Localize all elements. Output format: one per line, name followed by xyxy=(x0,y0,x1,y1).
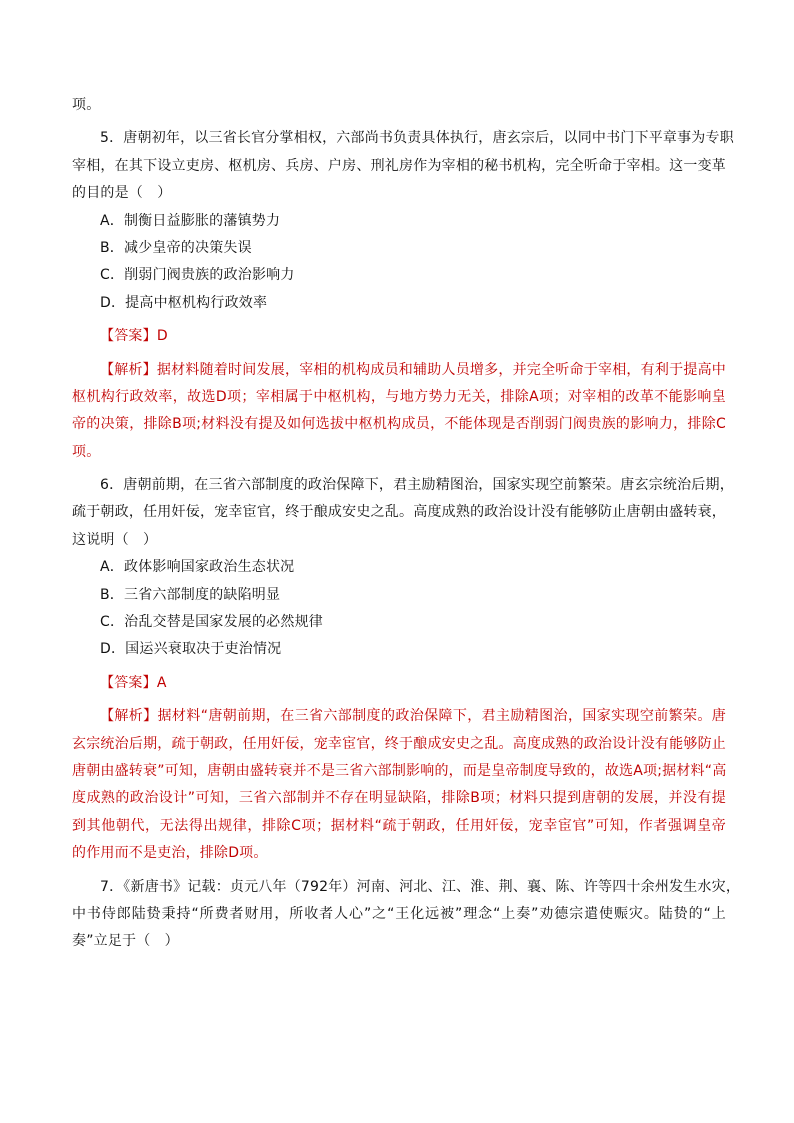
answer-value: A xyxy=(156,674,167,691)
analysis-label: 【解析】 xyxy=(100,708,158,725)
question-5-answer xyxy=(72,323,726,350)
question-6-analysis-line-6: 的作用而不是吏治，排除D项。 xyxy=(72,845,268,862)
answer-label: 【答案】 xyxy=(100,328,157,345)
question-6-analysis-line-5: 到其他朝代，无法得出规律，排除C项；据材料“疏于朝政，任用奸佞，宠幸宦官”可知，作者强调皇帝 xyxy=(72,817,726,834)
question-5-analysis-line-4: 项。 xyxy=(72,443,101,460)
question-6-analysis-line-1 xyxy=(72,703,726,730)
question-5-option-b: B．减少皇帝的决策失误 xyxy=(100,239,252,256)
answer-label: 【答案】 xyxy=(100,674,157,691)
question-5-analysis-line-3: 帝的决策，排除B项;材料没有提及如何选拔中枢机构成员，不能体现是否削弱门阀贵族的影响力，排除C xyxy=(72,416,726,433)
question-6-option-a: A．政体影响国家政治生态状况 xyxy=(100,559,295,576)
question-6-stem-line-2: 疏于朝政，任用奸佞，宠幸宦官，终于酿成安史之乱。高度成熟的政治设计没有能够防止唐朝由盛转衰， xyxy=(72,504,726,521)
question-5-stem-line-1: 5．唐朝初年，以三省长官分掌相权，六部尚书负责具体执行，唐玄宗后，以同中书门下平章事为专职 xyxy=(100,130,734,147)
question-6 xyxy=(72,472,734,867)
question-7 xyxy=(72,874,741,956)
question-7-stem-line-1: 7．《新唐书》记载：贞元八年（792年）河南、河北、江、淮、荆、襄、陈、许等四十余州发生水灾， xyxy=(100,878,741,895)
analysis-text: 据材料“唐朝前期，在三省六部制度的政治保障下，君主励精图治，国家实现空前繁荣。唐 xyxy=(157,708,726,725)
document-page xyxy=(72,92,741,956)
question-5-option-d: D．提高中枢机构行政效率 xyxy=(100,294,268,311)
question-6-stem-line-3: 这说明（ ） xyxy=(72,531,158,548)
question-6-option-b: B．三省六部制度的缺陷明显 xyxy=(100,586,281,603)
question-5-analysis-line-1 xyxy=(72,357,726,384)
question-5 xyxy=(72,125,734,466)
question-6-analysis-line-2: 玄宗统治后期，疏于朝政，任用奸佞，宠幸宦官，终于酿成安史之乱。高度成熟的政治设计没有能够防止 xyxy=(72,735,726,752)
question-6-option-c: C．治乱交替是国家发展的必然规律 xyxy=(100,614,323,631)
question-5-option-a: A．制衡日益膨胀的藩镇势力 xyxy=(100,212,281,229)
question-7-stem-line-2: 中书侍郎陆贽秉持“所费者财用，所收者人心”之“王化远被”理念“上奏”劝德宗遣使赈灾。陆贽的“上 xyxy=(72,905,726,922)
question-6-stem-line-1: 6．唐朝前期，在三省六部制度的政治保障下，君主励精图治，国家实现空前繁荣。唐玄宗统治后期， xyxy=(100,477,734,494)
top-fragment: 项。 xyxy=(72,97,101,113)
question-6-analysis-line-4: 度成熟的政治设计”可知，三省六部制并不存在明显缺陷，排除B项；材料只提到唐朝的发展，并没有提 xyxy=(72,790,726,807)
answer-value: D xyxy=(156,328,168,345)
question-6-answer xyxy=(72,670,726,697)
question-6-analysis-line-3: 唐朝由盛转衰”可知，唐朝由盛转衰并不是三省六部制影响的，而是皇帝制度导致的，故选A项;据材料“高 xyxy=(72,762,727,779)
question-5-stem-line-3: 的目的是（ ） xyxy=(72,185,172,202)
question-7-stem-line-3: 奏”立足于（ ） xyxy=(72,933,179,950)
question-5-option-c: C．削弱门阀贵族的政治影响力 xyxy=(100,267,295,284)
analysis-label: 【解析】 xyxy=(100,361,157,378)
analysis-text: 据材料随着时间发展，宰相的机构成员和辅助人员增多，并完全听命于宰相，有利于提高中 xyxy=(156,361,726,378)
question-5-stem-line-2: 宰相，在其下设立吏房、枢机房、兵房、户房、刑礼房作为宰相的秘书机构，完全听命于宰相。这一变革 xyxy=(72,157,726,174)
question-6-option-d: D．国运兴衰取决于吏治情况 xyxy=(100,641,282,658)
question-5-analysis-line-2: 枢机构行政效率，故选D项；宰相属于中枢机构，与地方势力无关，排除A项；对宰相的改革不能影响皇 xyxy=(72,388,726,405)
